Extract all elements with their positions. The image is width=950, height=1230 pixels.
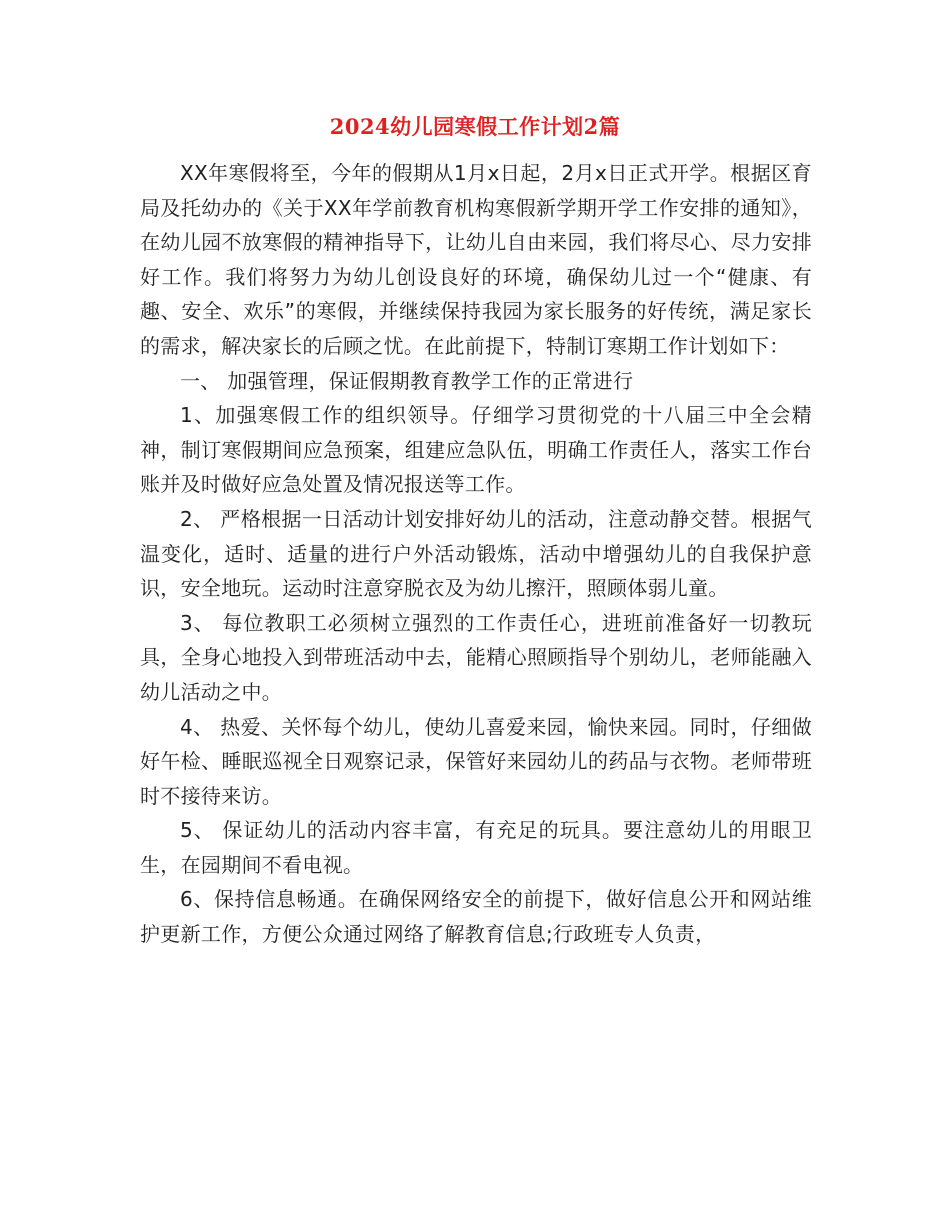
document-body	[140, 156, 812, 952]
paragraph-item-1: 1、加强寒假工作的组织领导。仔细学习贯彻党的十八届三中全会精神，制订寒假期间应急预案，组建应急队伍，明确工作责任人，落实工作台账并及时做好应急处置及情况报送等工作。	[140, 403, 812, 497]
section-heading: 一、 加强管理，保证假期教育教学工作的正常进行	[180, 368, 634, 393]
paragraph-item-4: 4、 热爱、关怀每个幼儿，使幼儿喜爱来园，愉快来园。同时，仔细做好午检、睡眠巡视全日观察记录，保管好来园幼儿的药品与衣物。老师带班时不接待来访。	[140, 714, 812, 808]
paragraph-intro: XX年寒假将至，今年的假期从1月x日起，2月x日正式开学。根据区育局及托幼办的《关于XX年学前教育机构寒假新学期开学工作安排的通知》，在幼儿园不放寒假的精神指导下，让幼儿自由来园，我们将尽心、尽力安排好工作。我们将努力为幼儿创设良好的环境，确保幼儿过一个“健康、有趣、安全、欢乐”的寒假，并继续保持我园为家长服务的好传统，满足家长的需求，解决家长的后顾之忧。在此前提下，特制订寒期工作计划如下：	[140, 161, 812, 358]
paragraph-item-6: 6、保持信息畅通。在确保网络安全的前提下，做好信息公开和网站维护更新工作，方便公众通过网络了解教育信息;行政班专人负责，	[140, 887, 812, 947]
paragraph-item-2: 2、 严格根据一日活动计划安排好幼儿的活动，注意动静交替。根据气温变化，适时、适量的进行户外活动锻炼，活动中增强幼儿的自我保护意识，安全地玩。运动时注意穿脱衣及为幼儿擦汗，照顾体弱儿童。	[140, 506, 812, 601]
paragraph-item-3: 3、 每位教职工必须树立强烈的工作责任心，进班前准备好一切教玩具，全身心地投入到带班活动中去，能精心照顾指导个别幼儿，老师能融入幼儿活动之中。	[140, 610, 812, 704]
document-title: 2024幼儿园寒假工作计划2篇	[329, 114, 621, 139]
paragraph-item-5: 5、 保证幼儿的活动内容丰富，有充足的玩具。要注意幼儿的用眼卫生，在园期间不看电视。	[140, 818, 812, 877]
